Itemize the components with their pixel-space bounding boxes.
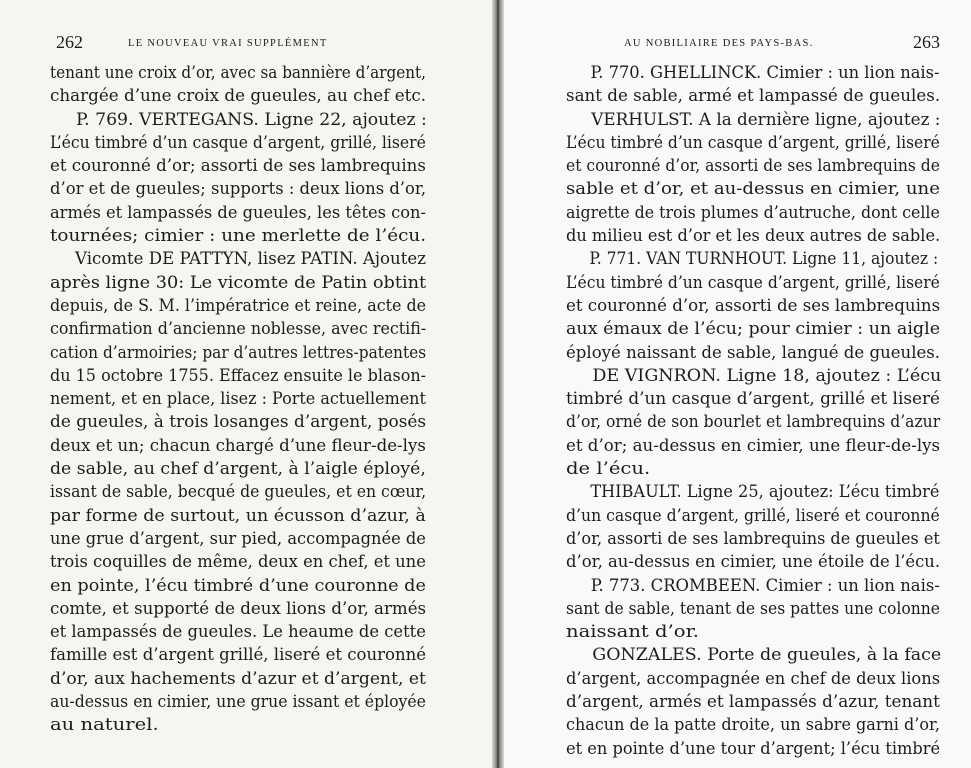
- text-line: chargée d’une croix de gueules, au chef etc.: [50, 86, 427, 106]
- text-line: de l’écu.: [566, 459, 651, 479]
- text-line: depuis, de S. M. l’impératrice et reine, acte de: [50, 295, 427, 315]
- text-line: du milieu est d’or et les deux autres de sable.: [566, 226, 941, 246]
- text-line: issant de sable, becqué de gueules, et en cœur,: [50, 482, 427, 502]
- text-line: et couronné d’or; assorti de ses lambrequins: [50, 156, 426, 176]
- text-line: tenant une croix d’or, avec sa bannière d’argent,: [50, 63, 427, 82]
- text-line: deux et un; chacun chargé d’une fleur-de-lys: [50, 435, 426, 455]
- text-line: nement, et en place, lisez : Porte actuellement: [50, 389, 426, 409]
- text-line: P. 773. CROMBEEN. Cimier : un lion nais-: [590, 575, 940, 595]
- text-line: d’or, aux hachements d’azur et d’argent, et: [50, 668, 426, 688]
- text-line: et lampassés de gueules. Le heaume de cette: [50, 622, 426, 642]
- text-line: P. 770. GHELLINCK. Cimier : un lion nais-: [590, 63, 940, 82]
- text-line: VERHULST. A la dernière ligne, ajoutez :: [591, 109, 941, 129]
- text-line: famille est d’argent grillé, liseré et couronné: [50, 645, 427, 665]
- page-number: 262: [56, 32, 83, 52]
- text-line: aux émaux de l’écu; pour cimier : un aigle: [566, 319, 941, 339]
- text-line: du 15 octobre 1755. Effacez ensuite le blason-: [50, 365, 427, 385]
- text-line: comte, et supporté de deux lions d’or, armés: [50, 598, 427, 618]
- text-line: sable et d’or, et au-dessus en cimier, une: [566, 179, 940, 199]
- running-head: LE NOUVEAU VRAI SUPPLÉMENT: [128, 38, 328, 49]
- right-page: [504, 0, 971, 768]
- text-line: en pointe, l’écu timbré d’une couronne de: [50, 575, 426, 595]
- text-line: tournées; cimier : une merlette de l’écu.: [50, 226, 427, 246]
- book-gutter: [492, 0, 504, 768]
- text-line: après ligne 30: Le vicomte de Patin obtint: [50, 272, 427, 292]
- text-line: sant de sable, tenant de ses pattes une colonne: [566, 598, 940, 618]
- text-line: d’argent, armés et lampassés d’azur, tenant: [566, 692, 940, 712]
- text-line: d’argent, accompagnée en chef de deux lions: [566, 668, 941, 688]
- text-line: cation d’armoiries; par d’autres lettres-patentes: [50, 342, 427, 362]
- text-line: timbré d’un casque d’argent, grillé et liseré: [566, 389, 941, 409]
- running-head: AU NOBILIAIRE DES PAYS-BAS.: [624, 38, 814, 49]
- text-line: d’un casque d’argent, grillé, liseré et couronné: [566, 505, 940, 525]
- text-line: P. 771. VAN TURNHOUT. Ligne 11, ajoutez :: [589, 249, 939, 269]
- text-line: armés et lampassés de gueules, les têtes con-: [50, 202, 426, 222]
- text-line: éployé naissant de sable, langué de gueules.: [566, 342, 941, 362]
- text-line: chacun de la patte droite, un sabre garni d’or,: [566, 715, 940, 735]
- text-line: confirmation d’ancienne noblesse, avec rectifi-: [50, 319, 427, 339]
- text-line: d’or, orné de son bourlet et lambrequins d’azur: [566, 412, 941, 432]
- text-line: d’or et de gueules; supports : deux lions d’or,: [50, 179, 427, 199]
- text-line: THIBAULT. Ligne 25, ajoutez: L’écu timbré: [590, 482, 940, 502]
- left-page-header: [56, 32, 456, 54]
- text-line: au-dessus en cimier, une grue issant et éployée: [50, 692, 426, 712]
- text-line: de sable, au chef d’argent, à l’aigle éployé,: [50, 459, 426, 479]
- page-number: 263: [913, 32, 940, 52]
- text-line: L’écu timbré d’un casque d’argent, grillé, liseré: [50, 132, 426, 152]
- text-line: une grue d’argent, sur pied, accompagnée de: [50, 528, 426, 548]
- right-page-header: [624, 32, 940, 54]
- text-line: d’or, assorti de ses lambrequins de gueules et: [566, 528, 940, 548]
- text-line: et couronné d’or, assorti de ses lambrequins de: [566, 156, 940, 176]
- text-line: et couronné d’or, assorti de ses lambrequins: [566, 295, 941, 315]
- text-line: et d’or; au-dessus en cimier, une fleur-de-lys: [566, 435, 941, 455]
- text-line: trois coquilles de même, deux en chef, et une: [50, 552, 426, 572]
- text-line: sant de sable, armé et lampassé de gueules.: [566, 86, 941, 106]
- text-line: GONZALES. Porte de gueules, à la face: [592, 645, 942, 665]
- text-line: au naturel.: [50, 715, 159, 735]
- left-page-text: [50, 61, 434, 737]
- text-line: par forme de surtout, un écusson d’azur, à: [50, 505, 426, 525]
- text-line: Vicomte DE PATTYN, lisez PATIN. Ajoutez: [75, 249, 426, 269]
- text-line: L’écu timbré d’un casque d’argent, grillé, liseré: [566, 132, 940, 152]
- text-line: DE VIGNRON. Ligne 18, ajoutez : L’écu: [592, 365, 942, 385]
- text-line: d’or, au-dessus en cimier, une étoile de l’écu.: [566, 552, 941, 572]
- right-page-text: [566, 61, 946, 760]
- text-line: aigrette de trois plumes d’autruche, dont celle: [566, 202, 940, 222]
- text-line: de gueules, à trois losanges d’argent, posés: [50, 412, 427, 432]
- text-line: naissant d’or.: [566, 622, 700, 642]
- text-line: et en pointe d’une tour d’argent; l’écu timbré: [566, 738, 941, 758]
- text-line: P. 769. VERTEGANS. Ligne 22, ajoutez :: [76, 109, 427, 129]
- text-line: L’écu timbré d’un casque d’argent, grillé, liseré: [566, 272, 940, 292]
